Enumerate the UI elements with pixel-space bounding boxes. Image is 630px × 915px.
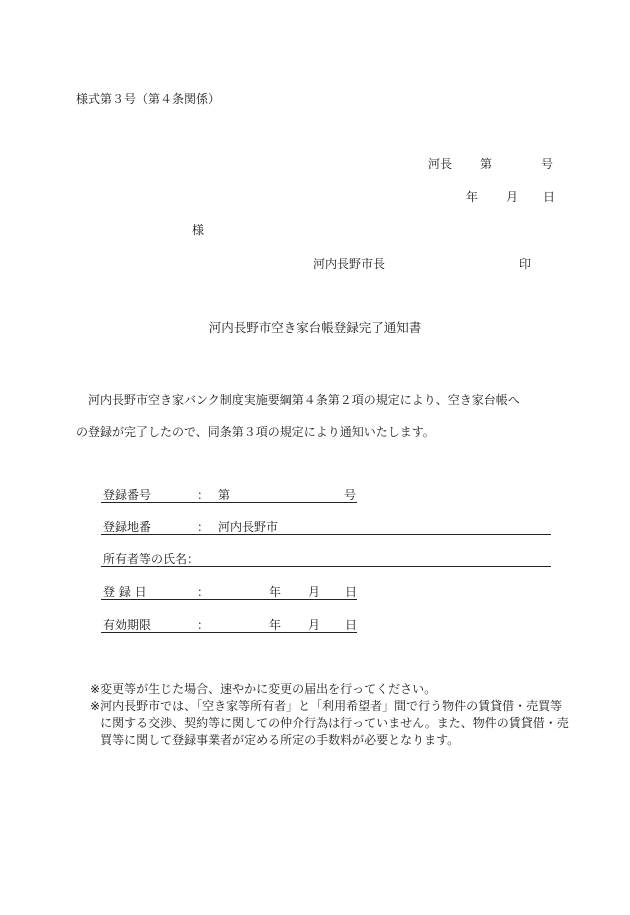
note-mark: ※ <box>90 699 101 713</box>
reg-address-underline <box>101 534 551 535</box>
reg-date-month: 月 <box>308 585 321 599</box>
date-year: 年 <box>466 190 479 204</box>
notes <box>90 681 570 749</box>
expiry-underline <box>101 632 357 633</box>
reg-number-go: 号 <box>344 488 357 502</box>
reg-date-underline <box>101 599 357 600</box>
reg-number-underline <box>101 502 357 503</box>
reg-date-colon: ： <box>197 585 210 599</box>
reg-address-label: 登録地番 <box>103 520 152 534</box>
expiry-month: 月 <box>308 618 321 632</box>
reference-dai: 第 <box>480 157 493 171</box>
seal-mark: 印 <box>519 257 532 271</box>
reference-prefix: 河長 <box>428 157 453 171</box>
reg-address-value: 河内長野市 <box>218 520 279 534</box>
note-text: 変更等が生じた場合、速やかに変更の届出を行ってください。 <box>100 682 437 696</box>
expiry-day: 日 <box>345 618 358 632</box>
owner-name-label: 所有者等の氏名： <box>103 552 200 566</box>
issuer-name: 河内長野市長 <box>313 257 386 271</box>
reg-number-dai: 第 <box>218 488 231 502</box>
expiry-year: 年 <box>269 618 282 632</box>
reg-date-year: 年 <box>269 585 282 599</box>
owner-name-underline <box>101 566 551 567</box>
document-title: 河内長野市空き家台帳登録完了通知書 <box>208 320 422 335</box>
expiry-label: 有効期限 <box>103 618 152 632</box>
reg-date-label: 登 録 日 <box>103 585 147 599</box>
note-item <box>90 698 570 749</box>
body-paragraph <box>76 384 566 448</box>
addressee-suffix: 様 <box>192 223 205 237</box>
form-number: 様式第３号（第４条関係） <box>76 92 221 106</box>
reg-number-label: 登録番号 <box>103 488 152 502</box>
date-day: 日 <box>543 190 556 204</box>
body-line-1: 河内長野市空き家バンク制度実施要綱第４条第２項の規定により、空き家台帳へ <box>88 393 520 407</box>
note-text: 河内長野市では、「空き家等所有者」と「利用希望者」間で行う物件の賃貸借・売買等に関する交渉、契約等に関しての仲介行為は行っていません。また、物件の賃貸借・売買等に関して登録事業者が定める所定の手数料が必要となります。 <box>100 699 569 747</box>
date-month: 月 <box>506 190 519 204</box>
reg-date-day: 日 <box>345 585 358 599</box>
expiry-colon: ： <box>197 618 210 632</box>
body-line-2: の登録が完了したので、同条第３項の規定により通知いたします。 <box>76 425 435 439</box>
reference-go: 号 <box>541 157 554 171</box>
note-mark: ※ <box>90 682 101 696</box>
reg-number-colon: ： <box>197 488 210 502</box>
note-item <box>90 681 570 698</box>
reg-address-colon: ： <box>197 520 210 534</box>
